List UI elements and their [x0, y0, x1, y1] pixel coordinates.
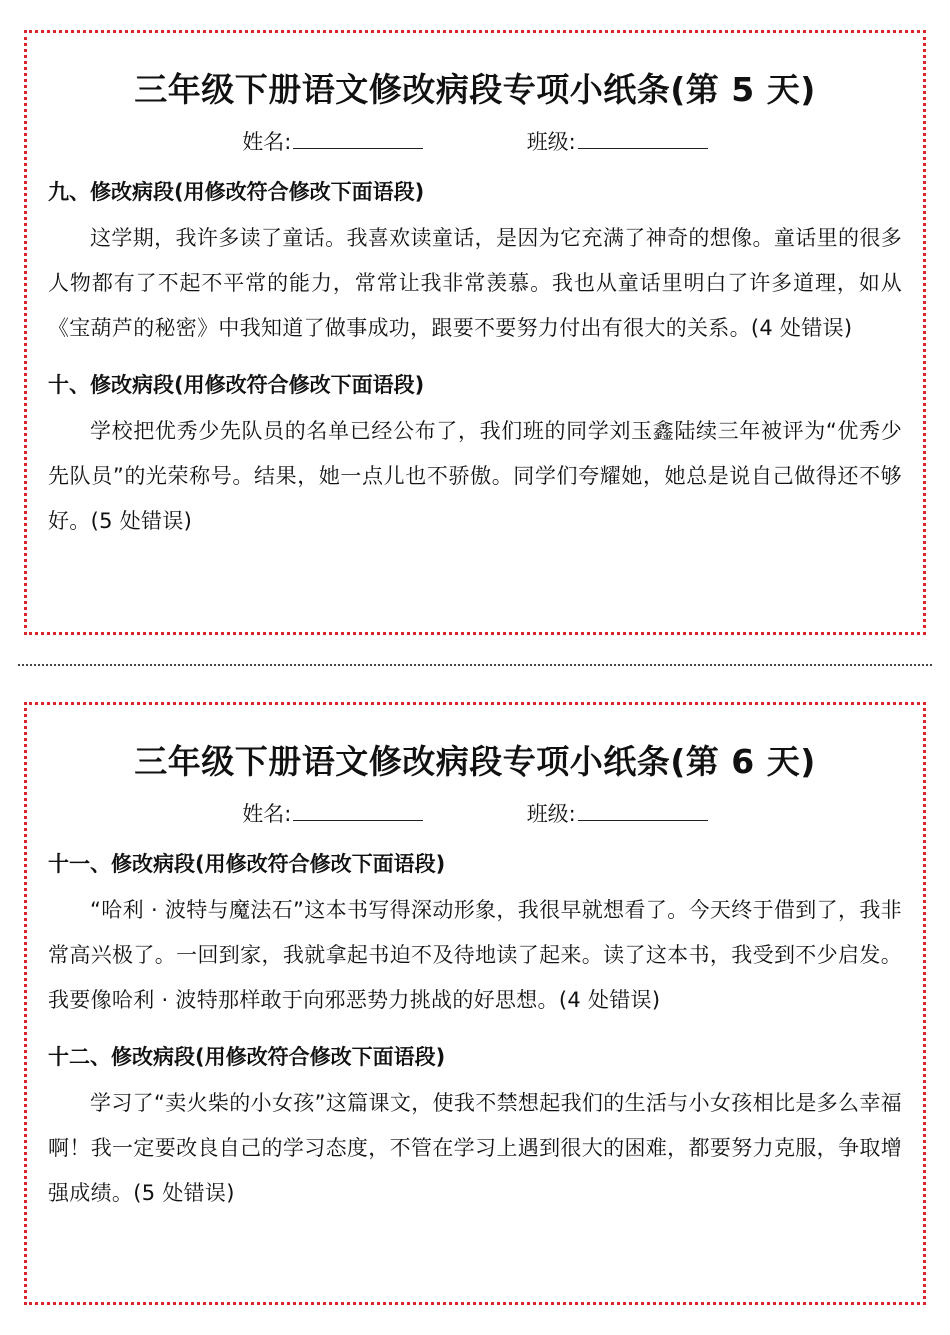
worksheet-card-day6	[24, 702, 926, 1305]
section-paragraph: 学习了“卖火柴的小女孩”这篇课文，使我不禁想起我们的生活与小女孩相比是多么幸福啊！我一定要改良自己的学习态度，不管在学习上遇到很大的困难，都要努力克服，争取增强成绩。(5 处错误)	[48, 1091, 902, 1205]
section-heading: 十、修改病段(用修改符合修改下面语段)	[48, 373, 425, 397]
section-paragraph: 这学期，我许多读了童话。我喜欢读童话，是因为它充满了神奇的想像。童话里的很多人物都有了不起不平常的能力，常常让我非常羡慕。我也从童话里明白了许多道理，如从《宝葫芦的秘密》中我知道了做事成功，跟要不要努力付出有很大的关系。(4 处错误)	[48, 226, 902, 340]
name-class-row	[48, 124, 902, 158]
class-label: 班级:	[526, 802, 576, 826]
section-paragraph: “哈利 · 波特与魔法石”这本书写得深动形象，我很早就想看了。今天终于借到了，我非常高兴极了。一回到家，我就拿起书迫不及待地读了起来。读了这本书，我受到不少启发。我要像哈利 · 波特那样敢于向邪恶势力挑战的好思想。(4 处错误)	[48, 898, 902, 1012]
name-class-row	[48, 796, 902, 830]
class-blank	[578, 124, 708, 149]
section-heading: 十一、修改病段(用修改符合修改下面语段)	[48, 852, 446, 876]
name-label: 姓名:	[242, 130, 292, 154]
section-paragraph: 学校把优秀少先队员的名单已经公布了，我们班的同学刘玉鑫陆续三年被评为“优秀少先队员”的光荣称号。结果，她一点儿也不骄傲。同学们夸耀她，她总是说自己做得还不够好。(5 处错误)	[48, 419, 902, 533]
card-title: 三年级下册语文修改病段专项小纸条(第 6 天)	[134, 742, 816, 781]
name-field	[242, 124, 423, 159]
name-label: 姓名:	[242, 802, 292, 826]
name-blank	[293, 796, 423, 821]
cut-line-divider	[18, 664, 932, 666]
class-label: 班级:	[526, 130, 576, 154]
card-title: 三年级下册语文修改病段专项小纸条(第 5 天)	[134, 70, 816, 109]
class-field	[527, 796, 708, 831]
class-blank	[578, 796, 708, 821]
section-heading: 九、修改病段(用修改符合修改下面语段)	[48, 180, 425, 204]
worksheet-card-day5	[24, 30, 926, 635]
name-blank	[293, 124, 423, 149]
class-field	[527, 124, 708, 159]
name-field	[242, 796, 423, 831]
section-heading: 十二、修改病段(用修改符合修改下面语段)	[48, 1045, 446, 1069]
